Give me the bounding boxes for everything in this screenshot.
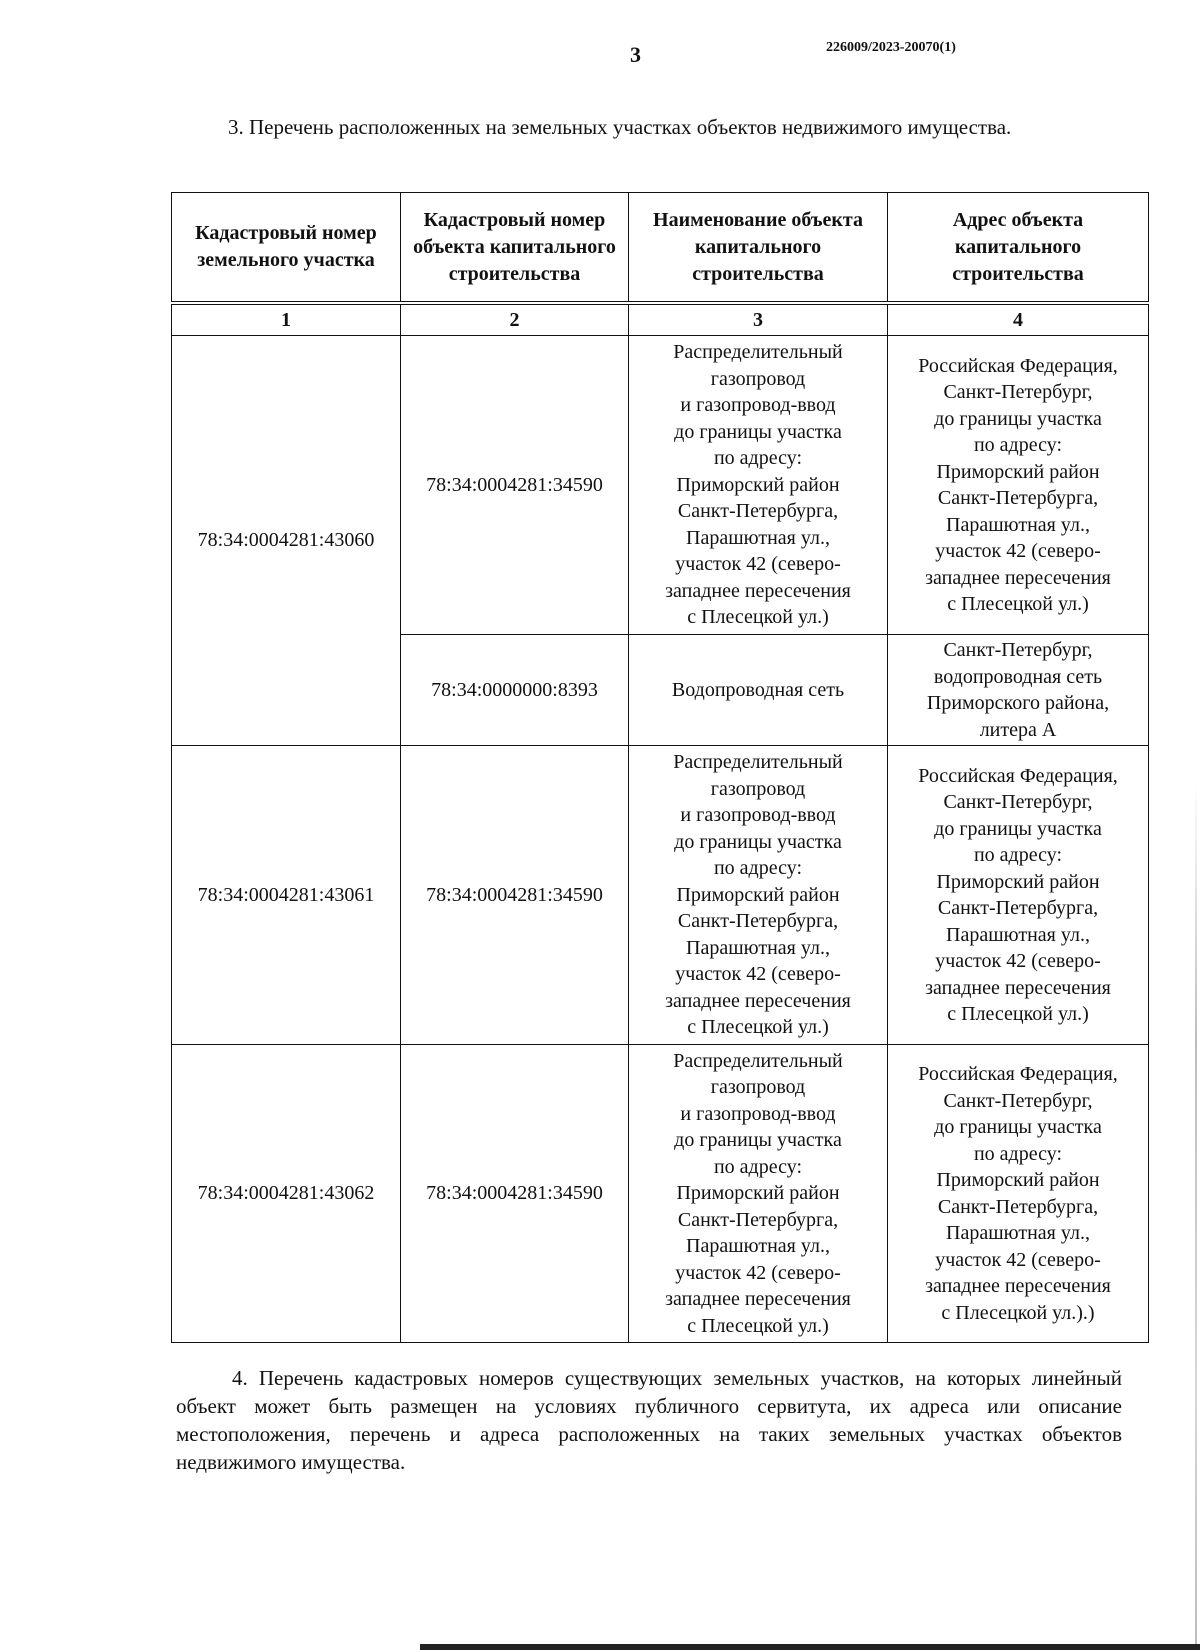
object-cadastral-number: 78:34:0004281:34590: [401, 1045, 629, 1343]
table-row: [172, 1045, 1149, 1343]
column-number-row: [172, 303, 1149, 336]
document-reference-number: 226009/2023-20070(1): [826, 40, 956, 55]
object-name: Распределительный газопровод и газопровод-ввод до границы участка по адресу: Приморский район Санкт-Петербурга, Парашютная ул., участок 42 (северо- западнее пересечения с Плесецкой ул.): [629, 336, 888, 635]
object-address: Санкт-Петербург, водопроводная сеть Приморского района, литера А: [888, 635, 1149, 746]
column-number: 3: [629, 303, 888, 336]
column-number: 2: [401, 303, 629, 336]
object-name: Распределительный газопровод и газопровод-ввод до границы участка по адресу: Приморский район Санкт-Петербурга, Парашютная ул., участок 42 (северо- западнее пересечения с Плесецкой ул.): [629, 1045, 888, 1343]
header-land-cadastral-number: Кадастровый номер земельного участка: [172, 193, 401, 304]
object-cadastral-number: 78:34:0000000:8393: [401, 635, 629, 746]
land-cadastral-number: 78:34:0004281:43062: [172, 1045, 401, 1343]
section-4-paragraph: 4. Перечень кадастровых номеров существующих земельных участков, на которых линейный объект может быть размещен на условиях публичного сервитута, их адреса или описание местоположения, перечень и адреса расположенных на таких земельных участках объектов недвижимого имущества.: [176, 1366, 1122, 1474]
land-cadastral-number: 78:34:0004281:43061: [172, 746, 401, 1045]
object-cadastral-number: 78:34:0004281:34590: [401, 746, 629, 1045]
page-number: 3: [630, 42, 641, 67]
table-header-row: [172, 193, 1149, 304]
header-object-cadastral-number: Кадастровый номер объекта капитального строительства: [401, 193, 629, 304]
scan-edge-shadow: [1195, 780, 1197, 1650]
object-address: Российская Федерация, Санкт-Петербург, до границы участка по адресу: Приморский район Санкт-Петербурга, Парашютная ул., участок 42 (северо- западнее пересечения с Плесецкой ул.): [888, 746, 1149, 1045]
header-object-name: Наименование объекта капитального строительства: [629, 193, 888, 304]
object-cadastral-number: 78:34:0004281:34590: [401, 336, 629, 635]
object-name: Распределительный газопровод и газопровод-ввод до границы участка по адресу: Приморский район Санкт-Петербурга, Парашютная ул., участок 42 (северо- западнее пересечения с Плесецкой ул.): [629, 746, 888, 1045]
column-number: 4: [888, 303, 1149, 336]
column-number: 1: [172, 303, 401, 336]
header-object-address: Адрес объекта капитального строительства: [888, 193, 1149, 304]
table-row: [172, 746, 1149, 1045]
object-address: Российская Федерация, Санкт-Петербург, до границы участка по адресу: Приморский район Санкт-Петербурга, Парашютная ул., участок 42 (северо- западнее пересечения с Плесецкой ул.).): [888, 1045, 1149, 1343]
table-row: [172, 336, 1149, 635]
object-address: Российская Федерация, Санкт-Петербург, до границы участка по адресу: Приморский район Санкт-Петербурга, Парашютная ул., участок 42 (северо- западнее пересечения с Плесецкой ул.): [888, 336, 1149, 635]
section-3-heading: 3. Перечень расположенных на земельных участках объектов недвижимого имущества.: [228, 115, 1012, 139]
land-cadastral-number: 78:34:0004281:43060: [172, 336, 401, 746]
object-name: Водопроводная сеть: [629, 635, 888, 746]
scan-bottom-edge: [420, 1644, 1200, 1650]
real-estate-objects-table: [171, 192, 1149, 1343]
